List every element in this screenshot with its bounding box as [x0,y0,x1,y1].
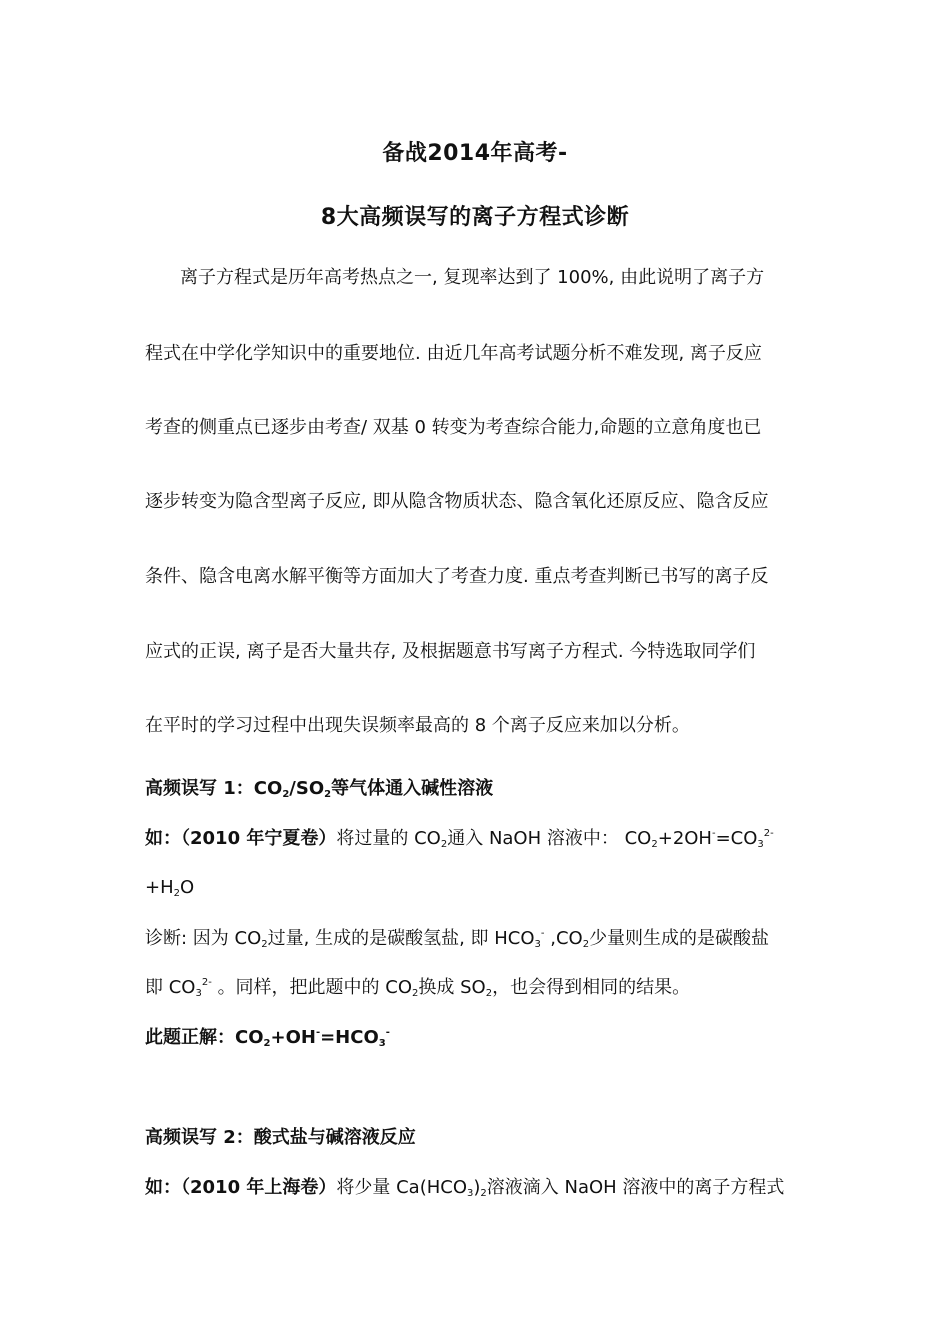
section-2-example: 如：（2010 年上海卷）将少量 $Ca(HCO_3)_2$溶液滴入 NaOH 溶液中的离子方程式 [145,1177,785,1199]
section-2-heading: 高频误写 2：酸式盐与碱溶液反应 [145,1127,416,1148]
section-1-diagnosis-cont: 即 $CO_3^{2-}$ 。同样，把此题中的 $CO_2$换成 $SO_2$，也会得到相同的结果。 [145,977,691,999]
section-1-heading: 高频误写 1：$CO_2/SO_2$等气体通入碱性溶液 [145,778,494,800]
section-1-diagnosis: 诊断: 因为 $CO_2$过量, 生成的是碳酸氢盐, 即 $HCO_3^-$ $,CO_2$少量则生成的是碳酸盐 [145,928,770,950]
intro-line: 应式的正误, 离子是否大量共存, 及根据题意书写离子方程式. 今特选取同学们 [145,641,756,662]
title-line-2: 8大高频误写的离子方程式诊断 [320,205,630,230]
section-1-example-cont: $+H_2O$ [145,877,195,899]
intro-line: 程式在中学化学知识中的重要地位. 由近几年高考试题分析不难发现, 离子反应 [145,343,762,364]
title-line-1: 备战2014年高考- [382,141,568,166]
intro-line: 离子方程式是历年高考热点之一, 复现率达到了 100%, 由此说明了离子方 [180,267,765,288]
section-1-example: 如：（2010 年宁夏卷）将过量的 $CO_2$通入 NaOH 溶液中： $CO_2+2OH^-=CO_3^{2-}$ [145,828,774,850]
intro-line: 逐步转变为隐含型离子反应, 即从隐含物质状态、隐含氧化还原反应、隐含反应 [145,491,769,512]
intro-line: 条件、隐含电离水解平衡等方面加大了考查力度. 重点考查判断已书写的离子反 [145,566,769,587]
intro-line: 在平时的学习过程中出现失误频率最高的 8 个离子反应来加以分析。 [145,715,690,736]
intro-line: 考查的侧重点已逐步由考查/ 双基 0 转变为考查综合能力,命题的立意角度也已 [145,417,762,438]
section-1-answer: 此题正解：$CO_2+OH^-=HCO_3^-$ [145,1027,390,1049]
